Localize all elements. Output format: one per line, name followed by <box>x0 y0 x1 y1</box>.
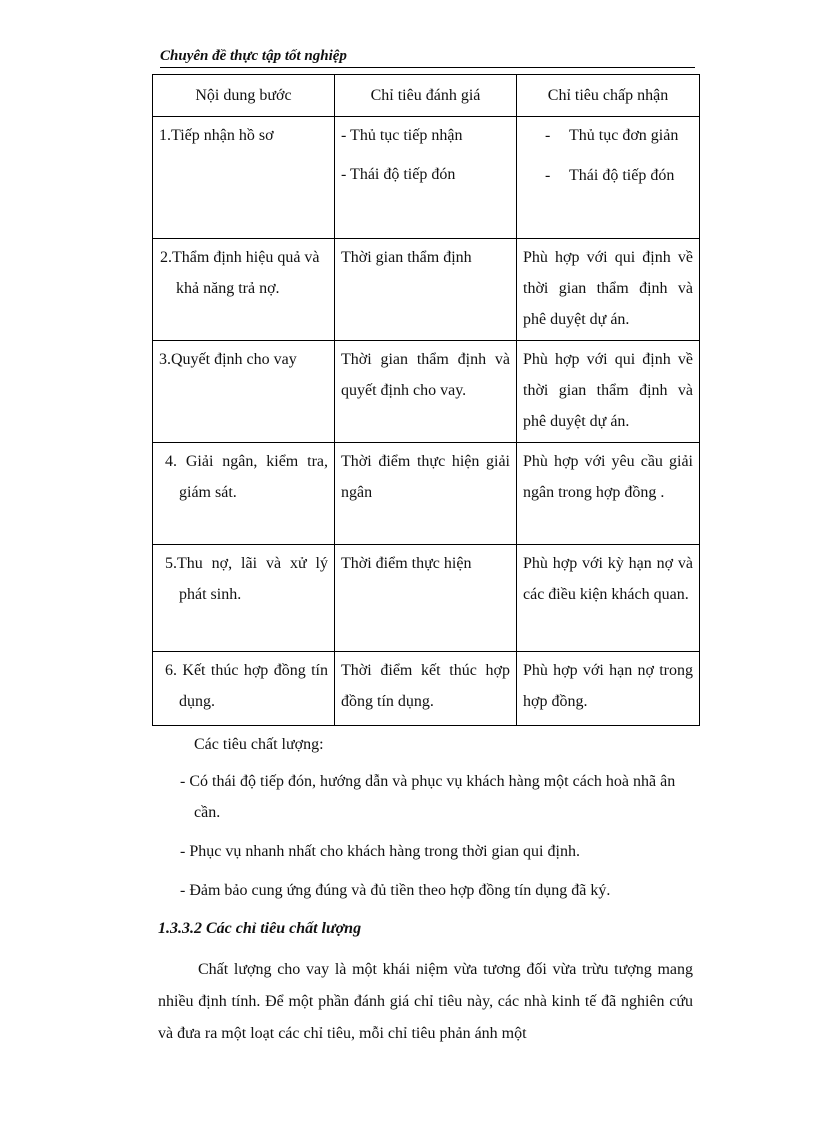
bullet-dash: - <box>545 167 551 184</box>
accepted-cell: Phù hợp với hạn nợ trong hợp đồng. <box>517 652 700 726</box>
loan-process-table <box>152 74 700 726</box>
table-row <box>153 652 700 726</box>
criteria-intro: Các tiêu chất lượng: <box>194 736 324 753</box>
table-row <box>153 117 700 239</box>
accepted-cell: Phù hợp với kỳ hạn nợ và các điều kiện khách quan. <box>517 545 700 652</box>
column-header-criteria: Chỉ tiêu đánh giá <box>335 75 517 117</box>
criteria-cell: Thời điểm kết thúc hợp đồng tín dụng. <box>335 652 517 726</box>
step-cell: 3.Quyết định cho vay <box>153 341 335 443</box>
section-heading: 1.3.3.2 Các chỉ tiêu chất lượng <box>158 920 362 937</box>
table-row <box>153 545 700 652</box>
step-cell: 4. Giải ngân, kiểm tra, giám sát. <box>153 443 335 545</box>
accepted-line: Thủ tục đơn giản <box>569 127 679 144</box>
criteria-cell: Thời điểm thực hiện <box>335 545 517 652</box>
criteria-line: - Thủ tục tiếp nhận <box>341 127 463 144</box>
page-header: Chuyên đề thực tập tốt nghiệp <box>160 48 695 68</box>
step-cell: 6. Kết thúc hợp đồng tín dụng. <box>153 652 335 726</box>
criteria-cell <box>335 117 517 239</box>
column-header-accepted: Chỉ tiêu chấp nhận <box>517 75 700 117</box>
accepted-cell <box>517 117 700 239</box>
list-item: - Có thái độ tiếp đón, hướng dẫn và phục vụ khách hàng một cách hoà nhã ân cần. <box>180 773 676 821</box>
table-row <box>153 341 700 443</box>
table-header-row <box>153 75 700 117</box>
column-header-step: Nội dung bước <box>153 75 335 117</box>
bullet-dash: - <box>545 127 551 144</box>
table-row <box>153 239 700 341</box>
step-cell: 1.Tiếp nhận hồ sơ <box>153 117 335 239</box>
step-cell: 2.Thẩm định hiệu quả và khả năng trả nợ. <box>153 239 335 341</box>
body-paragraph: Chất lượng cho vay là một khái niệm vừa tương đối vừa trừu tượng mang nhiều định tính. Để một phần đánh giá chỉ tiêu này, các nhà kinh tế đã nghiên cứu và đưa ra một loạt các chỉ tiêu, mỗi chỉ tiêu phản ánh một <box>158 961 693 1042</box>
accepted-cell: Phù hợp với yêu cầu giải ngân trong hợp đồng . <box>517 443 700 545</box>
criteria-cell: Thời điểm thực hiện giải ngân <box>335 443 517 545</box>
criteria-list <box>158 766 693 914</box>
list-item: - Đảm bảo cung ứng đúng và đủ tiền theo hợp đồng tín dụng đã ký. <box>180 882 611 899</box>
list-item: - Phục vụ nhanh nhất cho khách hàng trong thời gian qui định. <box>180 843 580 860</box>
criteria-line: - Thái độ tiếp đón <box>341 166 456 183</box>
step-cell: 5.Thu nợ, lãi và xử lý phát sinh. <box>153 545 335 652</box>
criteria-cell: Thời gian thẩm định <box>335 239 517 341</box>
accepted-line: Thái độ tiếp đón <box>569 167 675 184</box>
table-row <box>153 443 700 545</box>
accepted-cell: Phù hợp với qui định về thời gian thẩm định và phê duyệt dự án. <box>517 341 700 443</box>
criteria-cell: Thời gian thẩm định và quyết định cho vay. <box>335 341 517 443</box>
accepted-cell: Phù hợp với qui định về thời gian thẩm định và phê duyệt dự án. <box>517 239 700 341</box>
